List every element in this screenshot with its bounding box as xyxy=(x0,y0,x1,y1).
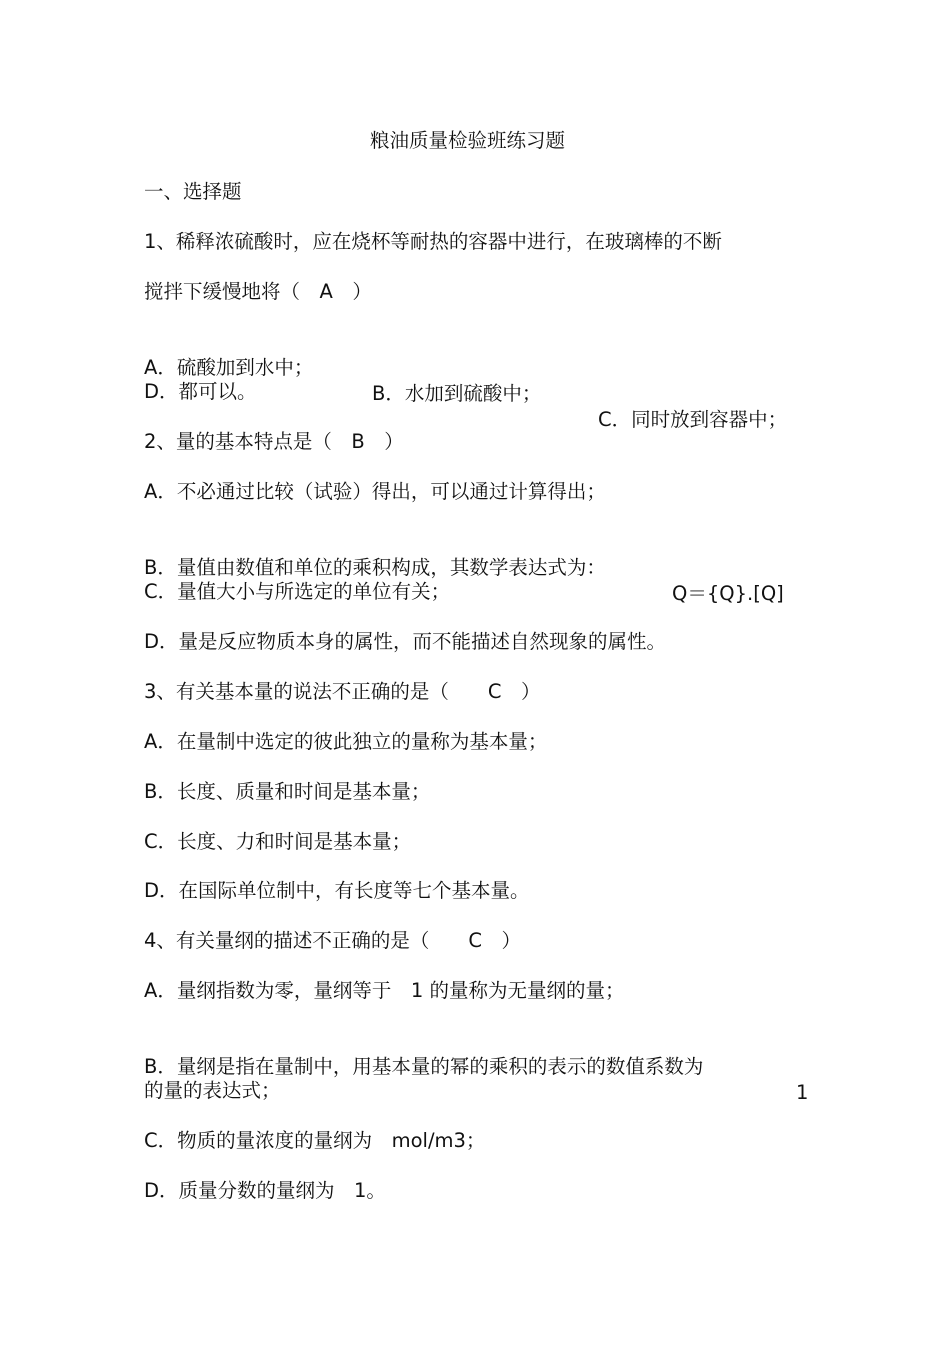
question-3-option-a: A．在量制中选定的彼此独立的量称为基本量； xyxy=(144,730,548,753)
question-4-option-b-line2: 的量的表达式； xyxy=(144,1079,281,1102)
question-4-option-d: D．质量分数的量纲为 1。 xyxy=(144,1179,386,1202)
question-4-option-a: A．量纲指数为零，量纲等于 1 的量称为无量纲的量； xyxy=(144,979,625,1002)
question-4-stem: 4、有关量纲的描述不正确的是（ C ） xyxy=(144,929,522,952)
question-2-option-c: C．量值大小与所选定的单位有关； xyxy=(144,580,451,603)
question-2-option-b-formula: Q＝{Q}.[Q] xyxy=(672,582,784,605)
question-1-option-d: D．都可以。 xyxy=(144,380,257,403)
question-2-option-b: B．量值由数值和单位的乘积构成，其数学表达式为： xyxy=(144,556,606,579)
question-2-stem: 2、量的基本特点是（ B ） xyxy=(144,430,404,453)
question-1-option-c: C．同时放到容器中； xyxy=(598,408,788,431)
question-1-option-a: A．硫酸加到水中； xyxy=(144,356,314,379)
question-3-stem: 3、有关基本量的说法不正确的是（ C ） xyxy=(144,680,541,703)
question-1-stem-line1: 1、稀释浓硫酸时，应在烧杯等耐热的容器中进行，在玻璃棒的不断 xyxy=(144,230,722,253)
question-1-stem-line2: 搅拌下缓慢地将（ A ） xyxy=(144,280,372,303)
question-3-option-d: D．在国际单位制中，有长度等七个基本量。 xyxy=(144,879,530,902)
page-title: 粮油质量检验班练习题 xyxy=(369,129,565,152)
question-4-option-c: C．物质的量浓度的量纲为 mol/m3； xyxy=(144,1129,486,1152)
question-3-option-c: C．长度、力和时间是基本量； xyxy=(144,830,412,853)
question-3-option-b: B．长度、质量和时间是基本量； xyxy=(144,780,431,803)
question-2-option-d: D．量是反应物质本身的属性，而不能描述自然现象的属性。 xyxy=(144,630,667,653)
question-4-option-b-line1: B．量纲是指在量制中，用基本量的幂的乘积的表示的数值系数为 xyxy=(144,1055,704,1078)
question-2-option-a: A．不必通过比较（试验）得出，可以通过计算得出； xyxy=(144,480,606,503)
question-1-option-b: B．水加到硫酸中； xyxy=(372,382,542,405)
question-4-option-b-number: 1 xyxy=(796,1081,809,1104)
section-heading: 一、选择题 xyxy=(144,180,242,203)
